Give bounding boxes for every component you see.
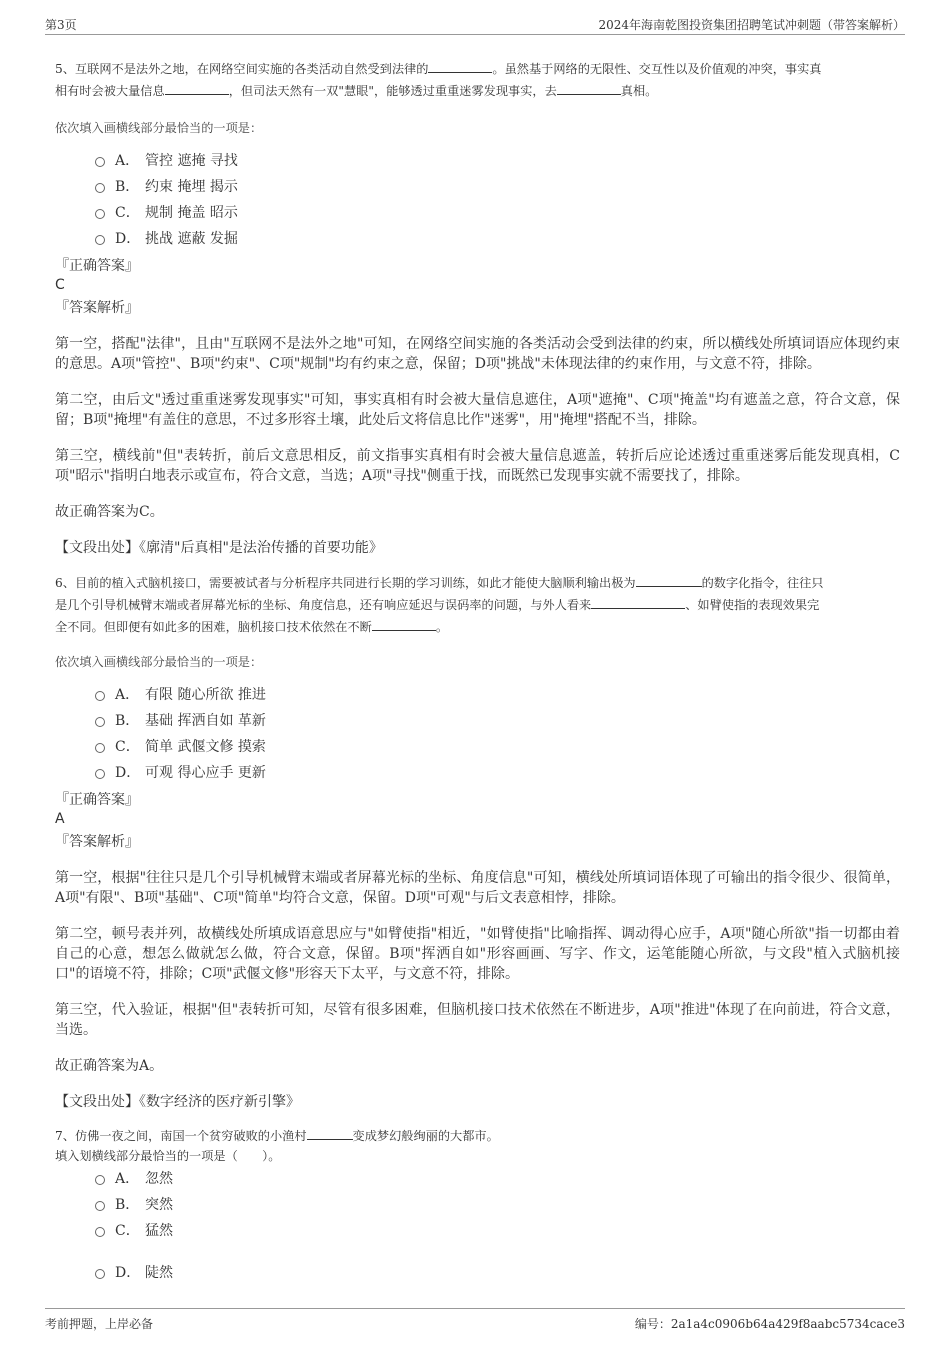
- analysis-paragraph: 第三空，横线前"但"表转折，前后文意思相反，前文指事实真相有时会被大量信息遮盖，转折后应论述透过重重迷雾后能发现真相，C项"昭示"指明白地表示或宣布，符合文意，当选；A项"寻找"侧重于找，而既然已发现事实就不需要找了，排除。: [55, 448, 900, 484]
- radio-button[interactable]: [95, 183, 105, 193]
- radio-button[interactable]: [95, 1227, 105, 1237]
- option-b[interactable]: B． 突然: [95, 1192, 900, 1218]
- question-6: [55, 572, 900, 1112]
- document-id: 编号：2a1a4c0906b64a429f8aabc5734cace3: [634, 1317, 905, 1331]
- option-c[interactable]: C． 猛然: [95, 1218, 900, 1244]
- option-c[interactable]: C． 简单 武偃文修 摸索: [95, 734, 900, 760]
- option-a[interactable]: A． 有限 随心所欲 推进: [95, 682, 900, 708]
- analysis-paragraph: 第一空，根据"往往只是几个引导机械臂末端或者屏幕光标的坐标、角度信息"可知，横线处所填词语体现了可输出的指令很少、很简单，A项"有限"、B项"基础"、C项"简单"均符合文意，保留。D项"可观"与后文表意相悖，排除。: [55, 870, 900, 906]
- question-5-stem: 5、互联网不是法外之地，在网络空间实施的各类活动自然受到法律的 。虽然基于网络的无限性、交互性以及价值观的冲突，事实真 相有时会被大量信息 ，但司法天然有一双"慧眼"，能够透过重重迷雾发现事实，去 真相。: [55, 58, 900, 102]
- answer-value: A: [55, 811, 65, 827]
- analysis-paragraph: 第一空，搭配"法律"，且由"互联网不是法外之地"可知，在网络空间实施的各类活动会受到法律的约束，所以横线处所填词语应体现约束的意思。A项"管控"、B项"约束"、C项"规制"均有约束之意，保留；D项"挑战"未体现法律的约束作用，与文意不符，排除。: [55, 336, 900, 372]
- option-c[interactable]: C． 规制 掩盖 昭示: [95, 200, 900, 226]
- radio-button[interactable]: [95, 157, 105, 167]
- question-7-options: [95, 1166, 900, 1286]
- analysis-label: 『答案解析』: [55, 834, 139, 850]
- analysis-conclusion: 故正确答案为C。: [55, 504, 164, 520]
- option-d[interactable]: D． 可观 得心应手 更新: [95, 760, 900, 786]
- blank: [636, 573, 702, 587]
- answer-label: 『正确答案』: [55, 792, 139, 808]
- question-5: [55, 58, 900, 558]
- blank: [591, 595, 685, 609]
- document-title: 2024年海南乾图投资集团招聘笔试冲刺题（带答案解析）: [598, 18, 905, 32]
- source-citation: 【文段出处】《廓清"后真相"是法治传播的首要功能》: [55, 540, 383, 556]
- answer-label: 『正确答案』: [55, 258, 139, 274]
- blank: [307, 1126, 353, 1140]
- question-5-options: [95, 148, 900, 252]
- blank: [372, 617, 436, 631]
- radio-button[interactable]: [95, 691, 105, 701]
- radio-button[interactable]: [95, 717, 105, 727]
- page-footer: [45, 1308, 905, 1339]
- question-7-instruction: 填入划横线部分最恰当的一项是（ ）。: [55, 1149, 281, 1163]
- radio-button[interactable]: [95, 1201, 105, 1211]
- option-a[interactable]: A． 忽然: [95, 1166, 900, 1192]
- page-content: [55, 58, 900, 1286]
- radio-button[interactable]: [95, 209, 105, 219]
- question-6-options: [95, 682, 900, 786]
- blank: [428, 59, 492, 73]
- radio-button[interactable]: [95, 743, 105, 753]
- analysis-label: 『答案解析』: [55, 300, 139, 316]
- option-a[interactable]: A． 管控 遮掩 寻找: [95, 148, 900, 174]
- blank: [557, 81, 621, 95]
- analysis-paragraph: 第二空，顿号表并列，故横线处所填成语意思应与"如臂使指"相近，"如臂使指"比喻指挥、调动得心应手，A项"随心所欲"指一切都由着自己的心意，想怎么做就怎么做，符合文意，保留。B项"挥洒自如"形容画画、写字、作文，运笔能随心所欲，与文段"植入式脑机接口"的语境不符，排除；C项"武偃文修"形容天下太平，与文意不符，排除。: [55, 926, 900, 982]
- analysis-paragraph: 第三空，代入验证，根据"但"表转折可知，尽管有很多困难，但脑机接口技术依然在不断进步，A项"推进"体现了在向前进，符合文意，当选。: [55, 1002, 900, 1038]
- option-b[interactable]: B． 约束 掩埋 揭示: [95, 174, 900, 200]
- radio-button[interactable]: [95, 1175, 105, 1185]
- answer-value: C: [55, 277, 65, 293]
- radio-button[interactable]: [95, 1269, 105, 1279]
- radio-button[interactable]: [95, 769, 105, 779]
- option-d[interactable]: D． 陡然: [95, 1260, 900, 1286]
- radio-button[interactable]: [95, 235, 105, 245]
- footer-slogan: 考前押题，上岸必备: [45, 1317, 154, 1331]
- analysis-conclusion: 故正确答案为A。: [55, 1058, 164, 1074]
- question-5-instruction: 依次填入画横线部分最恰当的一项是：: [55, 121, 263, 135]
- source-citation: 【文段出处】《数字经济的医疗新引擎》: [55, 1094, 300, 1110]
- question-6-stem: 6、目前的植入式脑机接口，需要被试者与分析程序共同进行长期的学习训练，如此才能使大脑顺利输出极为 的数字化指令，往往只 是几个引导机械臂末端或者屏幕光标的坐标、角度信息，还有响应延迟与误码率的问题，与外人看来 、如臂使指的表现效果完 全不同。但即便有如此多的困难，脑机接口技术依然在不断 。: [55, 572, 900, 638]
- option-b[interactable]: B． 基础 挥洒自如 革新: [95, 708, 900, 734]
- blank: [165, 81, 229, 95]
- analysis-paragraph: 第二空，由后文"透过重重迷雾发现事实"可知，事实真相有时会被大量信息遮住，A项"遮掩"、C项"掩盖"均有遮盖之意，符合文意，保留；B项"掩埋"有盖住的意思，不过多形容土壤，此处后文将信息比作"迷雾"，用"掩埋"搭配不当，排除。: [55, 392, 900, 428]
- option-d[interactable]: D． 挑战 遮蔽 发掘: [95, 226, 900, 252]
- question-6-instruction: 依次填入画横线部分最恰当的一项是：: [55, 655, 263, 669]
- page-header: [45, 14, 905, 35]
- page-number: 第3页: [45, 18, 77, 32]
- question-7-stem: 7、仿佛一夜之间，南国一个贫穷破败的小渔村 变成梦幻般绚丽的大都市。: [55, 1126, 900, 1146]
- question-7: [55, 1126, 900, 1286]
